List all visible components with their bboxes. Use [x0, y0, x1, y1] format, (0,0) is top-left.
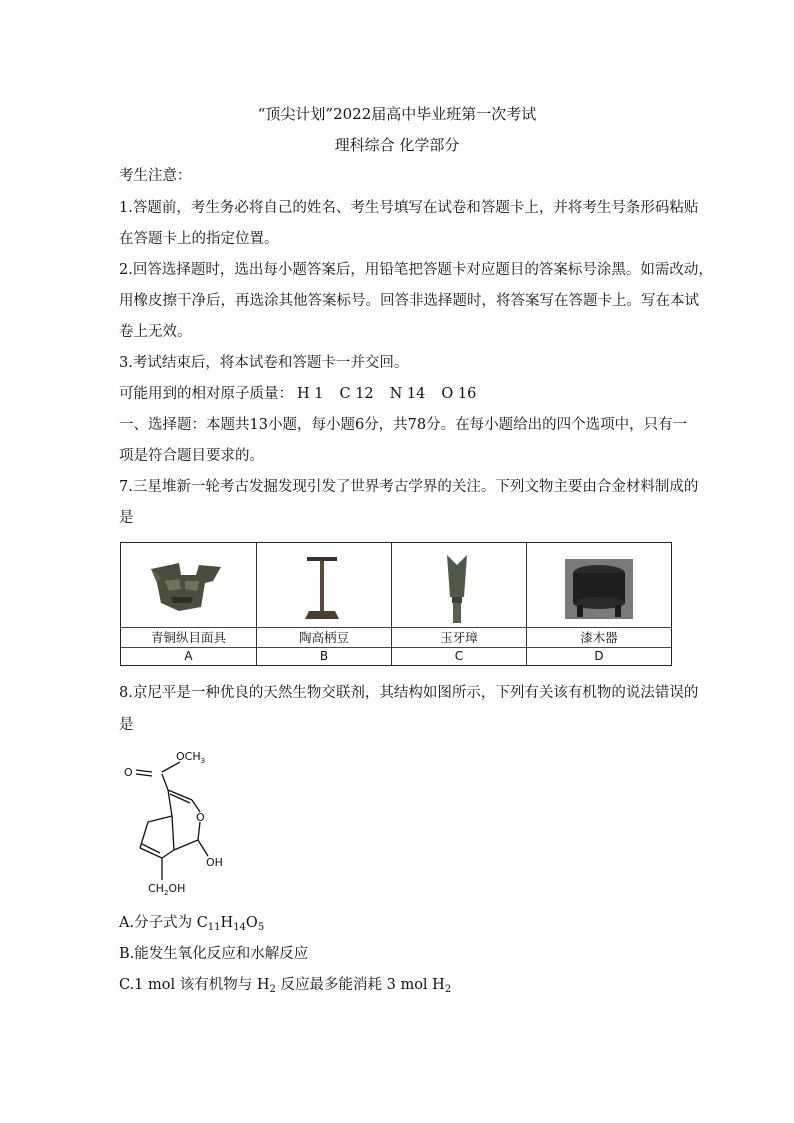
atomic-mass-n: N 14 [389, 386, 426, 402]
exam-subtitle: 理科综合 化学部分 [334, 136, 460, 154]
notice-item-1-line-1: 1.答题前，考生务必将自己的姓名、考生号填写在试卷和答题卡上，并将考生号条形码粘贴 [119, 200, 699, 216]
atomic-mass-c: C 12 [339, 386, 374, 402]
notice-item-1-line-2: 在答题卡上的指定位置。 [119, 231, 279, 247]
option-b-name: 陶高柄豆 [298, 630, 349, 645]
methoxy-label: $OCH_3$ [176, 750, 206, 765]
exam-title: “顶尖计划”2022届高中毕业班第一次考试 [257, 105, 537, 123]
artifact-table [120, 542, 672, 666]
question-8-line-2: 是 [119, 717, 134, 733]
genipin-structure [118, 740, 248, 900]
notice-item-2-line-1: 2.回答选择题时，选出每小题答案后，用铅笔把答题卡对应题目的答案标号涂黑。如需改动， [119, 262, 713, 278]
pottery-stem-dish-image [257, 547, 391, 625]
notice-heading: 考生注意： [119, 168, 192, 184]
atomic-mass-label: 可能用到的相对原子质量： [119, 386, 293, 402]
option-a-name: 青铜纵目面具 [150, 630, 226, 645]
option-d-name: 漆木器 [580, 630, 618, 645]
notice-item-3: 3.考试结束后，将本试卷和答题卡一并交回。 [119, 355, 409, 371]
carbonyl-oxygen-label: O [124, 766, 133, 779]
option-c-cell [392, 543, 526, 665]
ring-oxygen-label: O [196, 811, 205, 824]
option-b-letter: B [319, 649, 329, 663]
option-c-name: 玉牙璋 [440, 630, 478, 645]
jade-zhang-image [392, 547, 526, 625]
option-d-cell [527, 543, 671, 665]
hydroxymethyl-label: $CH_2OH$ [148, 882, 186, 897]
notice-item-2-line-3: 卷上无效。 [119, 324, 192, 340]
option-c-letter: C [454, 649, 464, 663]
question-8-option-b: B.能发生氧化反应和水解反应 [119, 946, 309, 962]
question-8-option-c: C.1 mol 该有机物与 $H_2$ 反应最多能消耗 3 mol $H_2$ [119, 977, 452, 995]
hydroxyl-label: OH [206, 856, 223, 869]
question-7-line-2: 是 [119, 510, 134, 526]
question-8-option-a: A.分子式为 $C_{11}H_{14}O_5$ [119, 915, 265, 933]
option-b-cell [257, 543, 391, 665]
atomic-mass-line [119, 384, 492, 404]
option-a-cell [121, 543, 256, 665]
atomic-mass-h: H 1 [297, 386, 324, 402]
section-1-line-2: 项是符合题目要求的。 [119, 448, 264, 464]
notice-item-2-line-2: 用橡皮擦干净后，再选涂其他答案标号。回答非选择题时，将答案写在答题卡上。写在本试 [119, 293, 699, 309]
section-1-line-1: 一、选择题：本题共13小题，每小题6分，共78分。在每小题给出的四个选项中，只有一 [119, 417, 688, 433]
atomic-mass-o: O 16 [441, 386, 477, 402]
question-7-line-1: 7.三星堆新一轮考古发掘发现引发了世界考古学界的关注。下列文物主要由合金材料制成的 [119, 479, 699, 495]
option-a-letter: A [184, 649, 193, 663]
lacquerware-image [527, 547, 671, 625]
bronze-mask-image [121, 547, 256, 625]
question-8-line-1: 8.京尼平是一种优良的天然生物交联剂，其结构如图所示，下列有关该有机物的说法错误的 [119, 685, 699, 701]
option-d-letter: D [594, 649, 604, 663]
